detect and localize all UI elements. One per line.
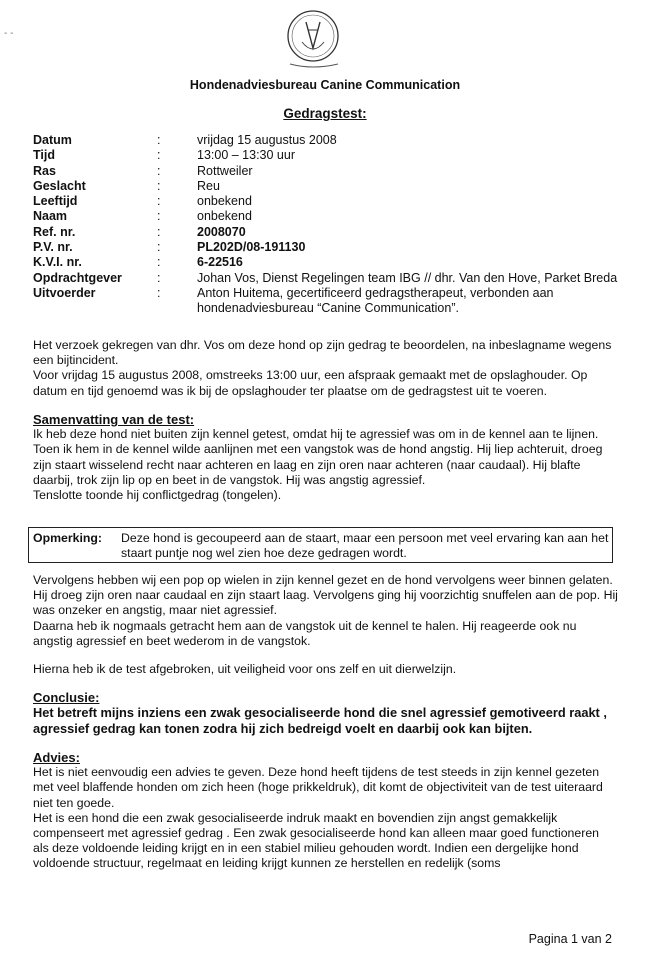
info-label: Geslacht [33, 178, 86, 193]
info-value-bold: 2008070 [197, 224, 246, 239]
summary-heading: Samenvatting van de test: [33, 412, 195, 427]
info-label: Tijd [33, 148, 55, 163]
info-colon: : [157, 178, 161, 193]
summary-paragraph: Toen ik hem in de kennel wilde aanlijnen met een vangstok was de hond angstig. Hij liep achteruit, droeg zijn staart wisselend recht naar achteren en laag en zijn oren naar achteren (naar caudaal). Hij blafte daarbij, trok zijn lip op en beet in de vangstok. Hij was angstig agressief. [33, 442, 603, 487]
info-value [197, 255, 623, 270]
info-colon: : [157, 240, 161, 255]
info-value [197, 225, 623, 240]
info-colon: : [157, 194, 161, 209]
advice-heading: Advies: [33, 750, 80, 765]
intro-paragraph: Voor vrijdag 15 augustus 2008, omstreeks 13:00 uur, een afspraak gemaakt met de opslaghouder. Op datum en tijd genoemd was ik bij de opslaghouder ter plaatse om de gedragstest uit te voeren. [33, 368, 588, 398]
info-colon: : [157, 163, 161, 178]
conclusion-section [33, 690, 618, 737]
stopped-paragraph: Hierna heb ik de test afgebroken, uit veiligheid voor ons zelf en uit dierwelzijn. [33, 662, 457, 676]
info-value: Johan Vos, Dienst Regelingen team IBG // dhr. Van den Hove, Parket Breda [197, 270, 618, 285]
info-value: 13:00 – 13:30 uur [197, 148, 295, 163]
intro-paragraph: Het verzoek gekregen van dhr. Vos om deze hond op zijn gedrag te beoordelen, na inbeslagname wegens een bijtincident. [33, 338, 612, 368]
document-title [0, 106, 650, 121]
summary-paragraph: Ik heb deze hond niet buiten zijn kennel getest, omdat hij te agressief was om in de kennel aan te lijnen. [33, 427, 599, 442]
info-row [33, 286, 623, 317]
continuation-paragraph: Daarna heb ik nogmaals getracht hem aan de vangstok uit de kennel te halen. Hij reageerde ook nu angstig agressief en beet wederom in de vangstok. [33, 618, 577, 648]
continuation-paragraph: Vervolgens hebben wij een pop op wielen in zijn kennel gezet en de hond vervolgens weer binnen gelaten. Hij droeg zijn oren naar caudaal en zijn staart laag. Vervolgens ging hij voorzichtig snuffelen aan de pop. Hij was onzeker en angstig, maar niet agressief. [33, 573, 618, 618]
info-row [33, 209, 623, 224]
advice-section [33, 750, 618, 872]
info-label: Uitvoerder [33, 285, 96, 300]
conclusion-text: Het betreft mijns inziens een zwak gesocialiseerde hond die snel agressief gemotiveerd raakt , agressief gedrag kan tonen zodra hij zich bedreigd voelt en daarbij ook kan bijten. [33, 705, 607, 737]
info-value: Reu [197, 178, 220, 193]
info-value-bold: 6-22516 [197, 255, 243, 270]
info-row [33, 240, 623, 255]
scan-mark: - - [4, 28, 14, 39]
info-colon: : [157, 285, 161, 300]
summary-section [33, 412, 618, 503]
organization-name: Hondenadviesbureau Canine Communication [189, 78, 461, 92]
info-label: Opdrachtgever [33, 270, 122, 285]
info-value: Anton Huitema, gecertificeerd gedragstherapeut, verbonden aan hondenadviesbureau “Canine Communication”. [197, 285, 554, 316]
document-title-text: Gedragstest: [283, 106, 367, 121]
intro-section [33, 338, 618, 399]
info-colon: : [157, 209, 161, 224]
info-label: Ref. nr. [33, 224, 76, 239]
summary-paragraph: Tenslotte toonde hij conflictgedrag (tongelen). [33, 488, 282, 503]
remark-text: Deze hond is gecoupeerd aan de staart, maar een persoon met veel ervaring kan aan het staart puntje nog wel zien hoe deze gedragen wordt. [121, 531, 609, 560]
info-row [33, 255, 623, 270]
conclusion-heading: Conclusie: [33, 690, 100, 705]
info-colon: : [157, 148, 161, 163]
info-row [33, 225, 623, 240]
info-row [33, 133, 623, 148]
info-value: Rottweiler [197, 163, 253, 178]
info-label: P.V. nr. [33, 240, 73, 255]
continuation-section [33, 573, 618, 649]
info-label: Leeftijd [33, 194, 78, 209]
info-colon: : [157, 255, 161, 270]
info-row [33, 148, 623, 163]
info-label: Datum [33, 133, 72, 147]
info-value: onbekend [197, 209, 252, 224]
page-number: Pagina 1 van 2 [528, 932, 612, 946]
info-table [33, 133, 623, 317]
advice-paragraph: Het is een hond die een zwak gesocialiseerde indruk maakt en bovendien zijn angst gemakkelijk compenseert met agressief gedrag . Een zwak gesocialiseerde hond kan alleen maar goed functioneren als deze voldoende leiding krijgt en in een stabiel milieu gehouden wordt. Indien een dergelijke hond voldoende structuur, regelmaat en leiding krijgt kunnen ze herstellen en redelijk (soms [33, 810, 599, 871]
info-label: Naam [33, 209, 68, 224]
info-row [33, 194, 623, 209]
info-row [33, 179, 623, 194]
info-value-bold: PL202D/08-191130 [197, 240, 306, 255]
advice-paragraph: Het is niet eenvoudig een advies te geven. Deze hond heeft tijdens de test steeds in zijn kennel gezeten met veel blaffende honden om zich heen (hoge prikkeldruk), dit komt de objectiviteit van de test uiteraard niet ten goede. [33, 765, 603, 810]
info-value: onbekend [197, 194, 252, 209]
info-value: vrijdag 15 augustus 2008 [197, 133, 337, 147]
info-label: K.V.I. nr. [33, 255, 82, 270]
info-colon: : [157, 133, 161, 147]
info-colon: : [157, 270, 161, 285]
info-row [33, 164, 623, 179]
info-row [33, 271, 623, 286]
info-colon: : [157, 224, 161, 239]
organization-logo [282, 6, 348, 72]
info-label: Ras [33, 163, 56, 178]
stopped-section [33, 662, 618, 677]
remark-box [28, 527, 613, 563]
info-value [197, 240, 623, 255]
remark-label: Opmerking: [33, 531, 103, 545]
